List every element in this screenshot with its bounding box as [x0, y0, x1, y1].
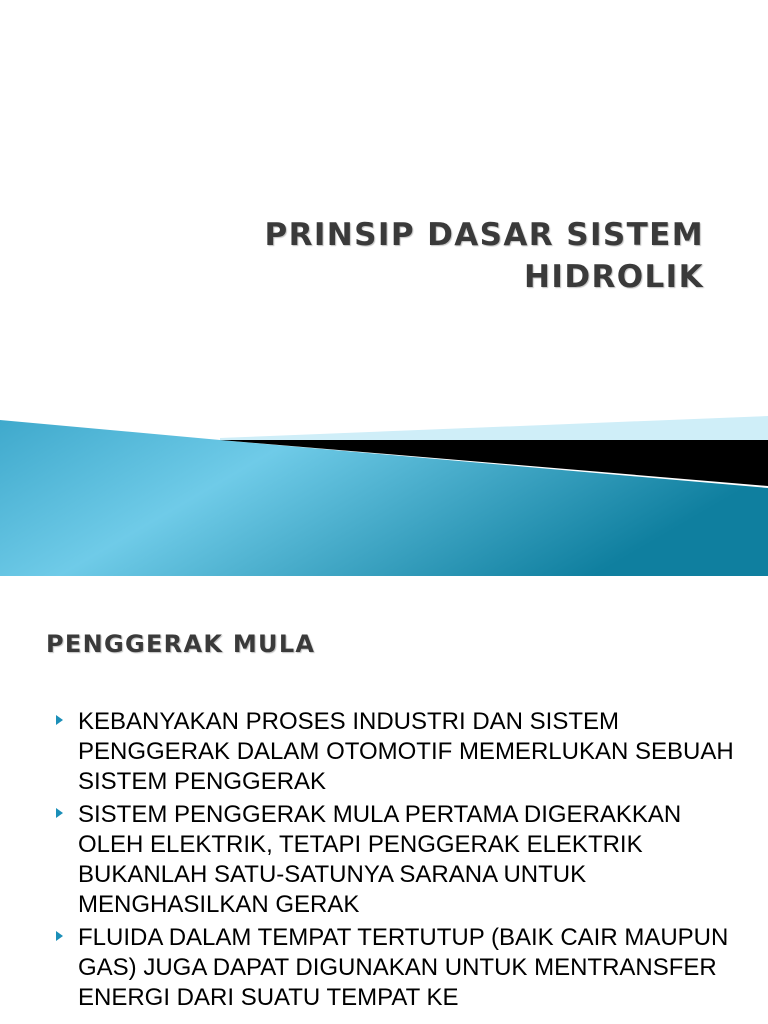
triangle-bullet-icon [56, 931, 63, 941]
bullet-text: KEBANYAKAN PROSES INDUSTRI DAN SISTEM PENGGERAK DALAM OTOMOTIF MEMERLUKAN SEBUAH SISTEM PENGGERAK [78, 708, 734, 795]
bullet-text: SISTEM PENGGERAK MULA PERTAMA DIGERAKKAN OLEH ELEKTRIK, TETAPI PENGGERAK ELEKTRIK BUKANLAH SATU-SATUNYA SARANA UNTUK MENGHASILKAN GERAK [78, 801, 682, 918]
slide-title-line-2: HIDROLIK [524, 259, 704, 295]
content-slide [0, 580, 768, 1024]
bullet-list [50, 707, 750, 1016]
banner-pale-strip [220, 416, 768, 440]
list-item [50, 923, 750, 1013]
bullet-text: FLUIDA DALAM TEMPAT TERTUTUP (BAIK CAIR MAUPUN GAS) JUGA DAPAT DIGUNAKAN UNTUK MENTRANSFER ENERGI DARI SUATU TEMPAT KE [78, 924, 729, 1011]
list-item [50, 800, 750, 920]
section-title: PENGGERAK MULA [46, 630, 316, 658]
slide-title-line-1: PRINSIP DASAR SISTEM [264, 217, 704, 253]
triangle-bullet-icon [56, 808, 63, 818]
decorative-banner [0, 410, 768, 580]
slide-title [144, 214, 704, 298]
list-item [50, 707, 750, 797]
triangle-bullet-icon [56, 715, 63, 725]
